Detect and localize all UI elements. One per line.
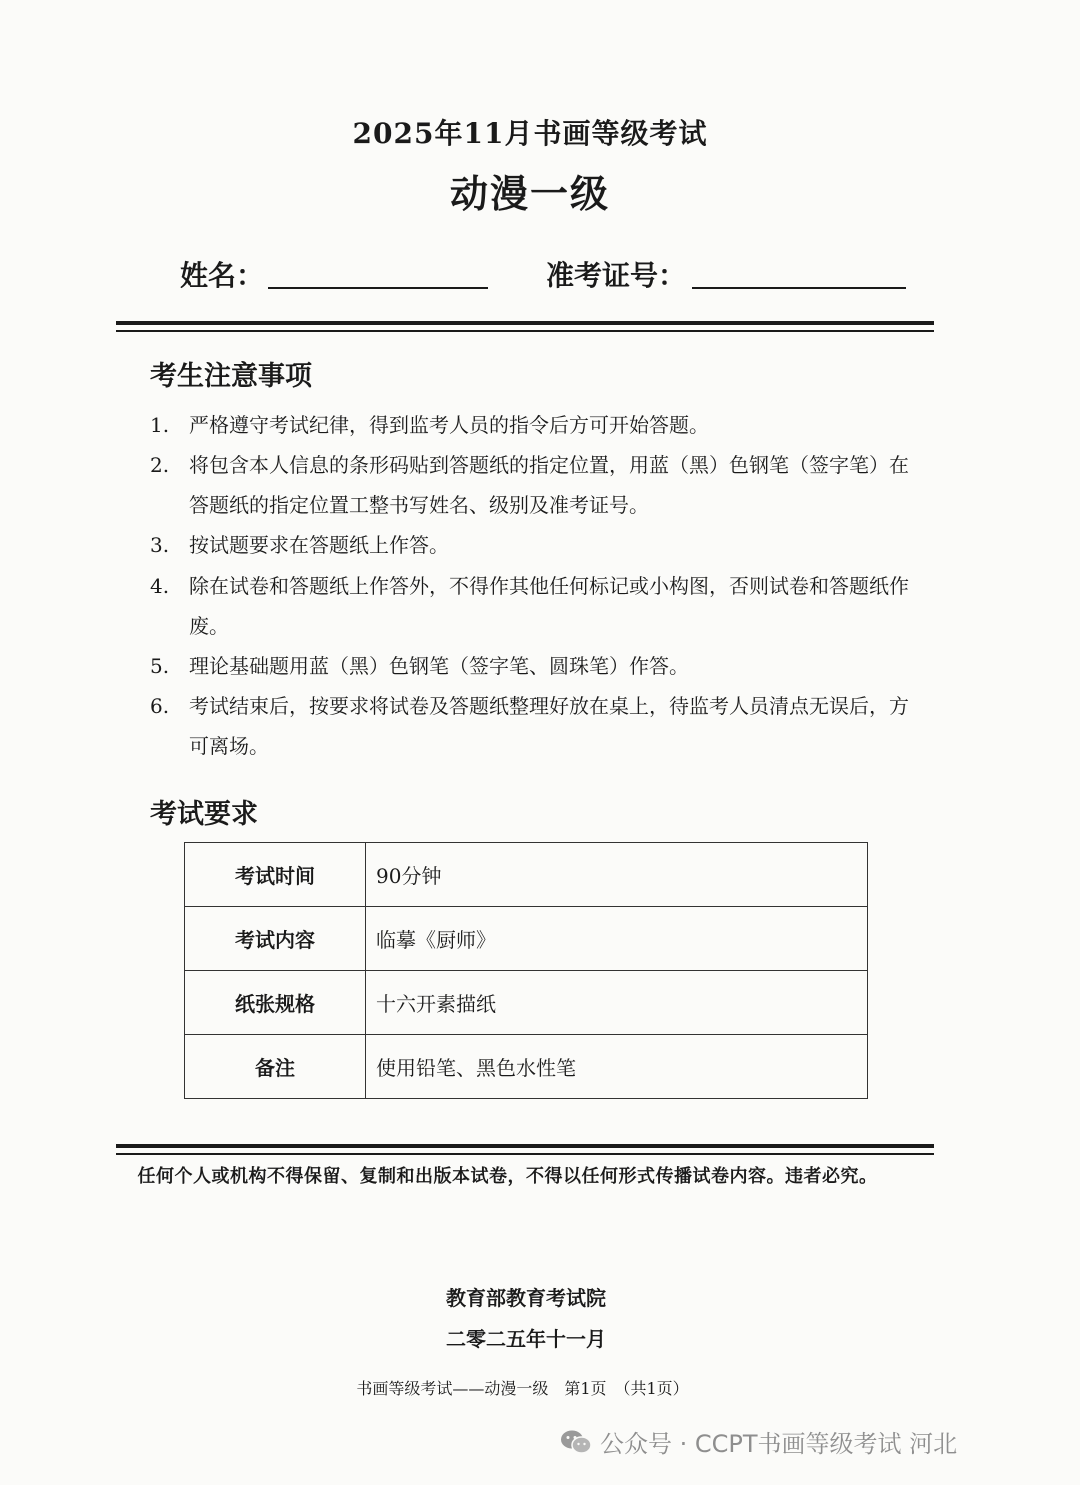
issue-date: 二零二五年十一月 [446, 1327, 606, 1351]
note-number: 5. [150, 654, 170, 678]
note-item [150, 646, 910, 686]
table-row [185, 907, 868, 971]
requirement-value: 十六开素描纸 [366, 971, 868, 1035]
note-item [150, 445, 910, 525]
note-text: 考试结束后，按要求将试卷及答题纸整理好放在桌上，待监考人员清点无误后，方可离场。 [189, 694, 909, 758]
requirement-value: 使用铅笔、黑色水性笔 [366, 1035, 868, 1099]
table-row [185, 971, 868, 1035]
table-row [185, 843, 868, 907]
requirement-value: 90分钟 [366, 843, 868, 907]
note-text: 理论基础题用蓝（黑）色钢笔（签字笔、圆珠笔）作答。 [189, 654, 689, 678]
note-item [150, 405, 910, 445]
exam-id-label: 准考证号： [546, 259, 687, 292]
requirement-value: 临摹《厨师》 [366, 907, 868, 971]
wechat-icon [560, 1429, 592, 1455]
note-number: 1. [150, 413, 170, 437]
name-blank-line [268, 287, 488, 289]
bottom-rule-thin [116, 1153, 934, 1155]
notes-heading: 考生注意事项 [150, 361, 312, 392]
note-number: 4. [150, 574, 170, 598]
note-item [150, 686, 910, 766]
table-row [185, 1035, 868, 1099]
note-number: 6. [150, 694, 170, 718]
requirements-table [184, 842, 868, 1099]
exam-id-blank-line [692, 287, 906, 289]
page-footer: 书画等级考试——动漫一级 第1页 （共1页） [356, 1379, 689, 1398]
note-text: 按试题要求在答题纸上作答。 [189, 533, 449, 557]
note-item [150, 566, 910, 646]
note-text: 严格遵守考试纪律，得到监考人员的指令后方可开始答题。 [189, 413, 709, 437]
note-item [150, 525, 910, 565]
top-rule-thin [116, 330, 934, 332]
requirements-heading: 考试要求 [150, 799, 258, 830]
note-text: 除在试卷和答题纸上作答外，不得作其他任何标记或小构图，否则试卷和答题纸作废。 [189, 574, 909, 638]
copyright-notice: 任何个人或机构不得保留、复制和出版本试卷，不得以任何形式传播试卷内容。违者必究。 [137, 1166, 878, 1187]
note-text: 将包含本人信息的条形码贴到答题纸的指定位置，用蓝（黑）色钢笔（签字笔）在答题纸的指定位置工整书写姓名、级别及准考证号。 [189, 453, 909, 517]
requirement-label: 备注 [185, 1035, 366, 1099]
bottom-rule-thick [116, 1144, 934, 1148]
watermark [560, 1424, 957, 1459]
name-label: 姓名： [180, 259, 265, 292]
note-number: 2. [150, 453, 170, 477]
note-number: 3. [150, 533, 170, 557]
requirement-label: 考试内容 [185, 907, 366, 971]
issuer: 教育部教育考试院 [446, 1286, 606, 1310]
top-rule-thick [116, 321, 934, 325]
exam-title: 2025年11月书画等级考试 [352, 117, 708, 150]
watermark-text: 公众号 · CCPT书画等级考试 河北 [600, 1430, 958, 1458]
subject-title: 动漫一级 [449, 171, 610, 216]
requirement-label: 考试时间 [185, 843, 366, 907]
requirement-label: 纸张规格 [185, 971, 366, 1035]
